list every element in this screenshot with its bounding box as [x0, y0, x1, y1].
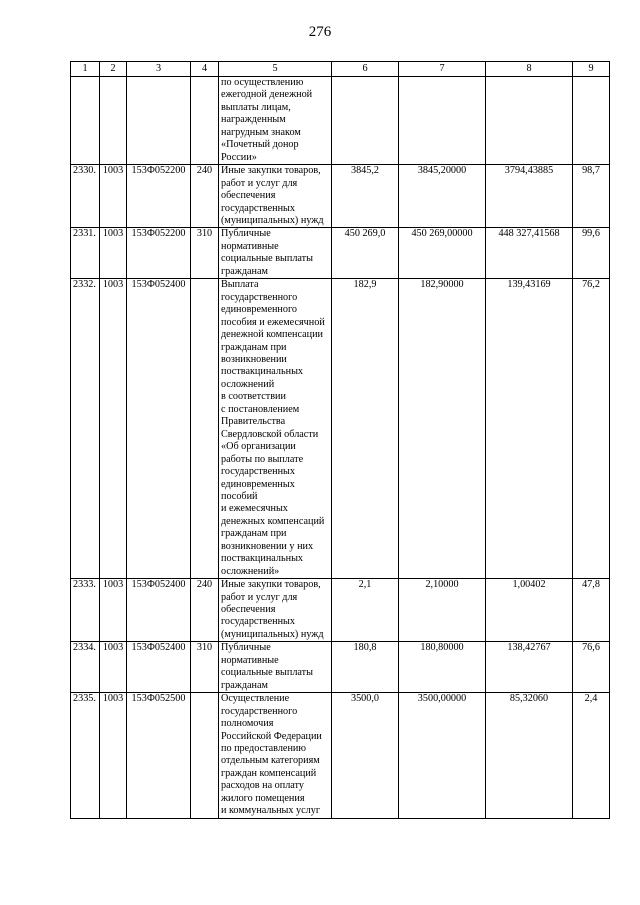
- item-name-line: (муниципальных) нужд: [221, 214, 324, 226]
- column-header: 5: [219, 62, 332, 77]
- item-name-line: работ и услуг для: [221, 177, 298, 189]
- item-name-line: осложнений: [221, 378, 275, 390]
- executed-amount: 3794,43885: [486, 165, 573, 228]
- item-name: [219, 77, 332, 165]
- item-name-line: социальные выплаты: [221, 667, 313, 679]
- planned-amount: 180,8: [332, 642, 399, 693]
- expense-type-code: [191, 279, 219, 579]
- budget-table: [70, 61, 610, 819]
- item-name-line: гражданам: [221, 679, 268, 691]
- item-name-line: обеспечения: [221, 190, 276, 202]
- row-number: 2335.: [71, 693, 100, 819]
- column-header: 6: [332, 62, 399, 77]
- target-article-code: 153Ф052400: [127, 279, 191, 579]
- item-name-line: возникновении: [221, 353, 287, 365]
- section-code: 1003: [100, 165, 127, 228]
- row-number: 2332.: [71, 279, 100, 579]
- item-name-line: государственных: [221, 466, 295, 478]
- executed-amount: [486, 77, 573, 165]
- row-number: [71, 77, 100, 165]
- item-name-line: государственных: [221, 202, 295, 214]
- section-code: 1003: [100, 579, 127, 642]
- item-name-line: работы по выплате: [221, 453, 304, 465]
- execution-percent: 76,2: [573, 279, 610, 579]
- execution-percent: 76,6: [573, 642, 610, 693]
- target-article-code: [127, 77, 191, 165]
- item-name: [219, 642, 332, 693]
- table-row: [71, 279, 610, 579]
- section-code: 1003: [100, 228, 127, 279]
- section-code: 1003: [100, 642, 127, 693]
- item-name-line: «Об организации: [221, 441, 296, 453]
- item-name-line: государственного: [221, 291, 298, 303]
- item-name-line: осложнений»: [221, 565, 280, 577]
- table-row: [71, 228, 610, 279]
- item-name-line: по осуществлению: [221, 77, 304, 88]
- item-name-line: награжденным: [221, 114, 286, 126]
- item-name-line: по предоставлению: [221, 743, 306, 755]
- item-name-line: Иные закупки товаров,: [221, 579, 321, 591]
- item-name: [219, 228, 332, 279]
- planned-amount: 182,9: [332, 279, 399, 579]
- item-name-line: полномочия: [221, 718, 274, 730]
- column-header: 8: [486, 62, 573, 77]
- planned-amount: 3500,0: [332, 693, 399, 819]
- expense-type-code: 310: [191, 642, 219, 693]
- execution-percent: [573, 77, 610, 165]
- adjusted-amount: 3845,20000: [399, 165, 486, 228]
- item-name-line: поствакцинальных: [221, 553, 304, 565]
- item-name-line: в соответствии: [221, 391, 286, 403]
- item-name-line: Публичные: [221, 228, 271, 240]
- planned-amount: 2,1: [332, 579, 399, 642]
- item-name-line: Публичные: [221, 642, 271, 654]
- item-name-line: жилого помещения: [221, 792, 305, 804]
- expense-type-code: [191, 77, 219, 165]
- column-header: 4: [191, 62, 219, 77]
- planned-amount: [332, 77, 399, 165]
- row-number: 2331.: [71, 228, 100, 279]
- execution-percent: 99,6: [573, 228, 610, 279]
- item-name-line: нагрудным знаком: [221, 126, 301, 138]
- column-header: 7: [399, 62, 486, 77]
- item-name: [219, 279, 332, 579]
- adjusted-amount: 182,90000: [399, 279, 486, 579]
- adjusted-amount: 3500,00000: [399, 693, 486, 819]
- table-row: [71, 693, 610, 819]
- execution-percent: 47,8: [573, 579, 610, 642]
- column-header: 2: [100, 62, 127, 77]
- item-name-line: отдельным категориям: [221, 755, 320, 767]
- item-name-line: и коммунальных услуг: [221, 805, 321, 817]
- item-name-line: работ и услуг для: [221, 591, 298, 603]
- column-header: 1: [71, 62, 100, 77]
- item-name-line: денежной компенсации: [221, 329, 323, 341]
- adjusted-amount: 450 269,00000: [399, 228, 486, 279]
- row-number: 2334.: [71, 642, 100, 693]
- item-name-line: гражданам: [221, 265, 268, 277]
- table-row: [71, 165, 610, 228]
- executed-amount: 85,32060: [486, 693, 573, 819]
- execution-percent: 2,4: [573, 693, 610, 819]
- column-header: 9: [573, 62, 610, 77]
- adjusted-amount: 180,80000: [399, 642, 486, 693]
- item-name-line: нормативные: [221, 654, 279, 666]
- item-name-line: России»: [221, 151, 257, 163]
- item-name-line: гражданам при: [221, 341, 287, 353]
- expense-type-code: 240: [191, 165, 219, 228]
- item-name-line: гражданам при: [221, 528, 287, 540]
- target-article-code: 153Ф052400: [127, 579, 191, 642]
- executed-amount: 1,00402: [486, 579, 573, 642]
- item-name-line: государственных: [221, 616, 295, 628]
- item-name-line: граждан компенсаций: [221, 767, 317, 779]
- section-code: 1003: [100, 693, 127, 819]
- planned-amount: 450 269,0: [332, 228, 399, 279]
- item-name-line: выплаты лицам,: [221, 101, 291, 113]
- expense-type-code: 310: [191, 228, 219, 279]
- executed-amount: 139,43169: [486, 279, 573, 579]
- item-name-line: с постановлением: [221, 403, 300, 415]
- item-name-line: единовременного: [221, 304, 297, 316]
- planned-amount: 3845,2: [332, 165, 399, 228]
- column-header: 3: [127, 62, 191, 77]
- target-article-code: 153Ф052500: [127, 693, 191, 819]
- page-number: 276: [308, 24, 332, 40]
- executed-amount: 138,42767: [486, 642, 573, 693]
- item-name-line: обеспечения: [221, 604, 276, 616]
- item-name-line: ежегодной денежной: [221, 89, 313, 101]
- adjusted-amount: 2,10000: [399, 579, 486, 642]
- item-name: [219, 693, 332, 819]
- table-row: [71, 579, 610, 642]
- item-name-line: государственного: [221, 705, 298, 717]
- table-row: [71, 77, 610, 165]
- item-name: [219, 165, 332, 228]
- item-name-line: (муниципальных) нужд: [221, 628, 324, 640]
- item-name-line: Российской Федерации: [221, 730, 322, 742]
- table-row: [71, 642, 610, 693]
- executed-amount: 448 327,41568: [486, 228, 573, 279]
- target-article-code: 153Ф052200: [127, 228, 191, 279]
- item-name-line: возникновении у них: [221, 540, 314, 552]
- expense-type-code: [191, 693, 219, 819]
- item-name-line: «Почетный донор: [221, 139, 299, 151]
- item-name-line: Иные закупки товаров,: [221, 165, 321, 177]
- item-name: [219, 579, 332, 642]
- item-name-line: социальные выплаты: [221, 253, 313, 265]
- adjusted-amount: [399, 77, 486, 165]
- item-name-line: Выплата: [221, 279, 259, 291]
- item-name-line: Свердловской области: [221, 428, 319, 440]
- item-name-line: денежных компенсаций: [221, 515, 325, 527]
- item-name-line: пособий: [221, 490, 258, 502]
- item-name-line: нормативные: [221, 240, 279, 252]
- item-name-line: расходов на оплату: [221, 780, 304, 792]
- execution-percent: 98,7: [573, 165, 610, 228]
- item-name-line: единовременных: [221, 478, 295, 490]
- item-name-line: Правительства: [221, 416, 286, 428]
- target-article-code: 153Ф052400: [127, 642, 191, 693]
- item-name-line: и ежемесячных: [221, 503, 288, 515]
- item-name-line: Осуществление: [221, 693, 290, 705]
- table-header-row: [71, 62, 610, 77]
- section-code: 1003: [100, 279, 127, 579]
- row-number: 2333.: [71, 579, 100, 642]
- expense-type-code: 240: [191, 579, 219, 642]
- item-name-line: поствакцинальных: [221, 366, 304, 378]
- target-article-code: 153Ф052200: [127, 165, 191, 228]
- item-name-line: пособия и ежемесячной: [221, 316, 325, 328]
- row-number: 2330.: [71, 165, 100, 228]
- section-code: [100, 77, 127, 165]
